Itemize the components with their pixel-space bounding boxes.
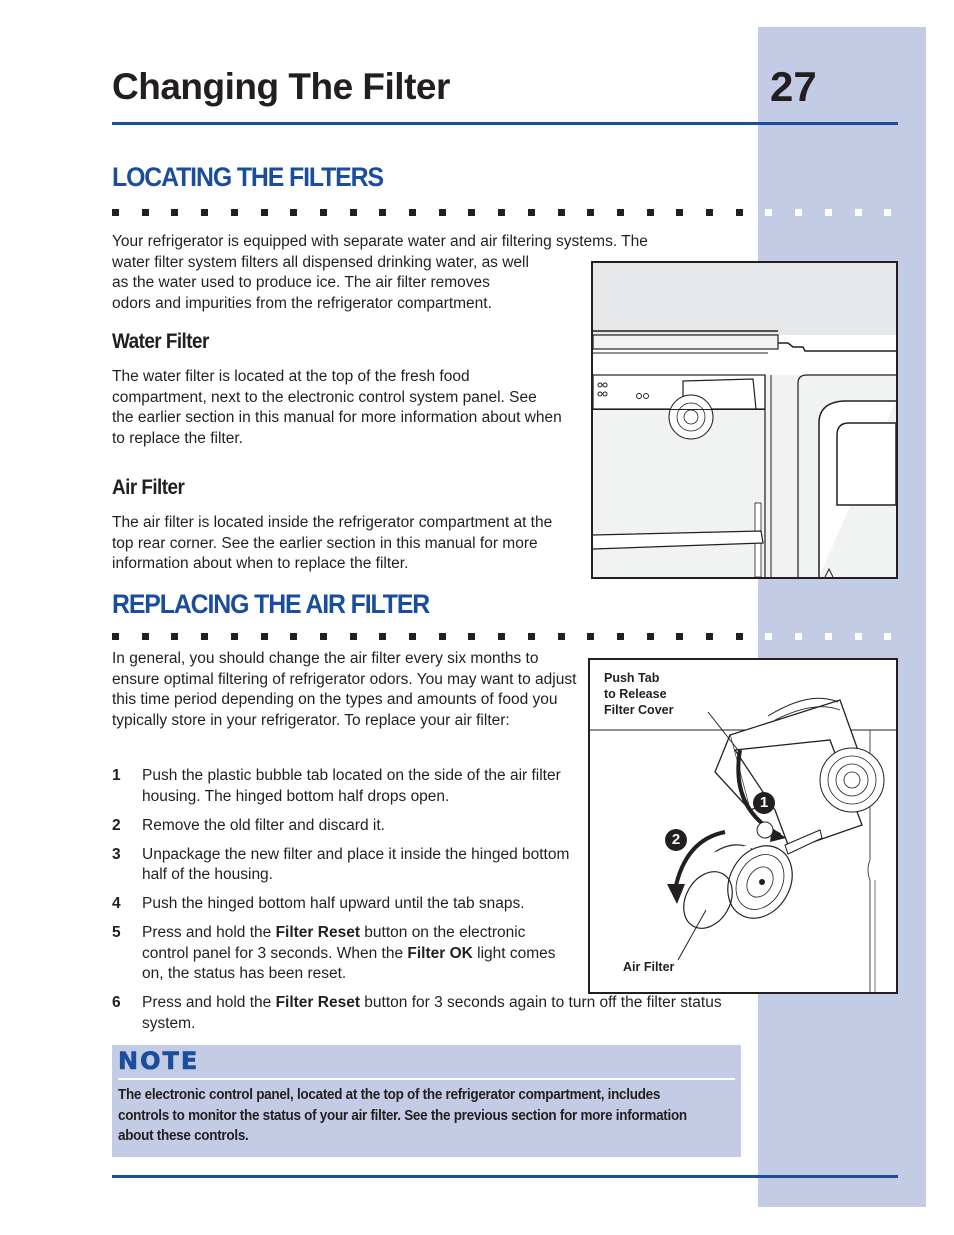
divider-dot (320, 633, 327, 640)
step-text: Remove the old filter and discard it. (142, 816, 385, 834)
refrigerator-interior-illustration (593, 263, 896, 577)
divider-dot (617, 633, 624, 640)
divider-dot (142, 633, 149, 640)
filter-ok-label: Filter OK (407, 944, 473, 962)
divider-dot (736, 633, 743, 640)
step-number: 3 (112, 845, 121, 863)
filter-reset-label: Filter Reset (275, 924, 360, 941)
step-number: 6 (112, 994, 121, 1011)
divider-dot (884, 209, 891, 216)
step-item (112, 845, 572, 886)
air-filter-label: Air Filter (623, 960, 675, 974)
divider-dot (587, 633, 594, 640)
divider-dot (825, 633, 832, 640)
divider-dot (231, 209, 238, 216)
divider-dot (379, 633, 386, 640)
push-tab-label-line: Push Tab (604, 671, 660, 685)
divider-dot (676, 209, 683, 216)
divider-dot (765, 209, 772, 216)
divider-dot (350, 633, 357, 640)
divider-dot (171, 633, 178, 640)
step-item (112, 894, 572, 915)
push-tab-label (604, 670, 673, 718)
air-filter-text: The air filter is located inside the refrigerator compartment at the top rear corner. See the earlier section in this manual for more information about when to replace the filter. (112, 514, 553, 572)
divider-dot (706, 633, 713, 640)
water-filter-text: The water filter is located at the top of the fresh food compartment, next to the electronic control system panel. See the earlier section in this manual for more information about when to replace the filter. (112, 368, 562, 447)
step-number: 1 (112, 767, 121, 784)
page-title: Changing The Filter (112, 66, 450, 107)
step-text-part: button on the electronic control panel for 3 seconds. When the (142, 924, 526, 962)
water-filter-heading: Water Filter (112, 330, 209, 353)
divider-dot (855, 209, 862, 216)
footer-rule (112, 1175, 898, 1178)
divider-dot (795, 633, 802, 640)
air-filter-figure (588, 658, 898, 994)
step-text (142, 923, 572, 985)
divider-dot (201, 209, 208, 216)
push-tab-label-line: Filter Cover (604, 703, 674, 717)
divider-dot (647, 209, 654, 216)
divider-dot (439, 633, 446, 640)
divider-dot (587, 209, 594, 216)
divider-dot (676, 633, 683, 640)
divider-dot (112, 209, 119, 216)
divider-dot (706, 209, 713, 216)
divider-dot (142, 209, 149, 216)
locating-intro-line: water filter system filters all dispensed drinking water, as well (112, 253, 529, 271)
divider-dot (261, 209, 268, 216)
step-text-part: Press and hold the (142, 924, 276, 941)
step-item (112, 993, 742, 1034)
divider-dot (498, 209, 505, 216)
divider-dot (290, 209, 297, 216)
step-item (112, 766, 572, 807)
divider-dot (795, 209, 802, 216)
divider-dot (439, 209, 446, 216)
divider-dot (468, 209, 475, 216)
divider-dot (765, 633, 772, 640)
divider-dot (855, 633, 862, 640)
push-tab-label-line: to Release (604, 687, 667, 701)
divider-dot (409, 209, 416, 216)
divider-dot (736, 209, 743, 216)
step-item (112, 816, 572, 837)
divider-dot (171, 209, 178, 216)
step-text: Unpackage the new filter and place it inside the hinged bottom half of the housing. (142, 845, 570, 883)
page-number: 27 (770, 63, 817, 110)
step-text-part: light comes on, the status has been reset. (142, 944, 556, 982)
divider-dot (350, 209, 357, 216)
divider-dot (409, 633, 416, 640)
note-title: NOTE (118, 1047, 200, 1075)
divider-dot (290, 633, 297, 640)
divider-dot (498, 633, 505, 640)
filter-reset-label: Filter Reset (275, 994, 360, 1011)
locating-heading: LOCATING THE FILTERS (112, 162, 383, 192)
step-text-part: button for 3 seconds again to turn off the filter status system. (142, 994, 722, 1032)
divider-dot (231, 633, 238, 640)
step-text (142, 993, 742, 1034)
locating-intro-line: Your refrigerator is equipped with separate water and air filtering systems. The (112, 233, 648, 250)
step-2-badge: 2 (665, 829, 687, 851)
section-divider (112, 633, 902, 641)
refrigerator-interior-figure (591, 261, 898, 579)
divider-dot (468, 633, 475, 640)
section-divider (112, 209, 902, 217)
air-filter-heading: Air Filter (112, 476, 185, 499)
divider-dot (825, 209, 832, 216)
divider-dot (617, 209, 624, 216)
note-box (112, 1045, 741, 1157)
step-1-badge: 1 (753, 792, 775, 814)
replacing-intro: In general, you should change the air filter every six months to ensure optimal filtering of refrigerator odors. You may want to adjust this time period depending on the types and amounts of food you typically store in your refrigerator. To replace your air filter: (112, 650, 577, 729)
note-text: The electronic control panel, located at the top of the refrigerator compartment, includes controls to monitor the status of your air filter. See the previous section for more information about these controls. (118, 1087, 687, 1144)
header-rule (112, 122, 898, 125)
step-number: 4 (112, 895, 121, 912)
divider-dot (261, 633, 268, 640)
step-text: Push the hinged bottom half upward until the tab snaps. (142, 895, 525, 912)
divider-dot (558, 209, 565, 216)
divider-dot (647, 633, 654, 640)
divider-dot (320, 209, 327, 216)
step-text-part: Press and hold the (142, 994, 276, 1011)
locating-intro-line: odors and impurities from the refrigerator compartment. (112, 294, 492, 312)
divider-dot (112, 633, 119, 640)
divider-dot (528, 633, 535, 640)
divider-dot (528, 209, 535, 216)
divider-dot (379, 209, 386, 216)
step-text: Push the plastic bubble tab located on the side of the air filter housing. The hinged bottom half drops open. (142, 767, 561, 805)
step-number: 5 (112, 924, 121, 941)
divider-dot (884, 633, 891, 640)
step-item (112, 923, 572, 985)
divider-dot (201, 633, 208, 640)
step-number: 2 (112, 816, 121, 834)
divider-dot (558, 633, 565, 640)
page-sidebar (758, 27, 926, 1207)
locating-intro-line: as the water used to produce ice. The air filter removes (112, 274, 490, 291)
note-divider (118, 1078, 735, 1080)
replacing-heading: REPLACING THE AIR FILTER (112, 589, 430, 619)
